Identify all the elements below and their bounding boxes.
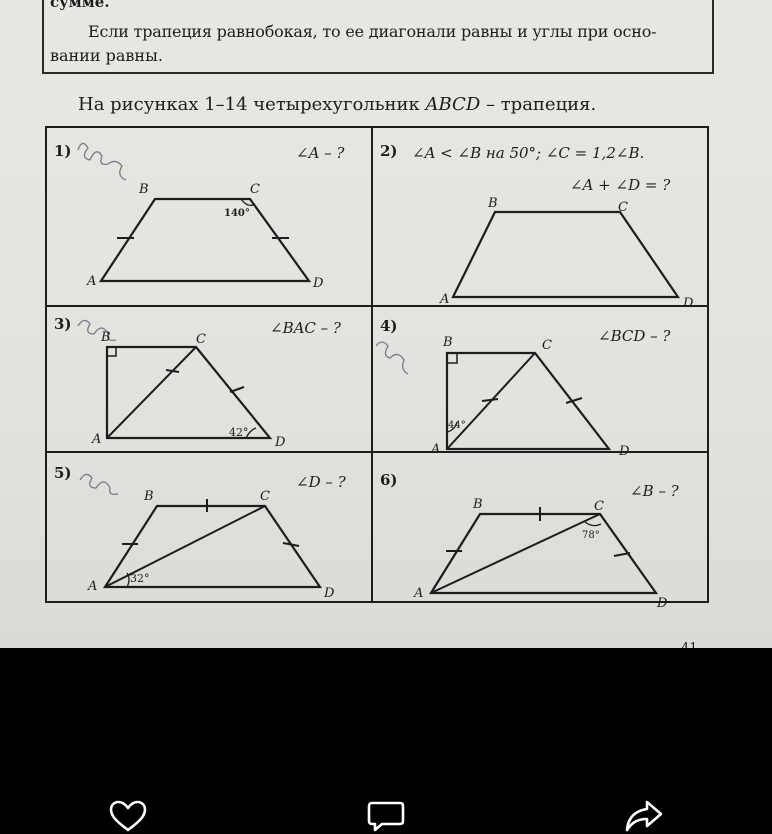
trapezoid-3 (107, 347, 270, 438)
problem-1-number: 1) (54, 142, 72, 160)
vertex-label-d: D (683, 296, 694, 311)
problem-3-number: 3) (54, 315, 72, 333)
vertex-label-d: D (324, 586, 335, 601)
vertex-label-a: A (431, 442, 441, 457)
vertex-label-c: C (594, 499, 604, 514)
rule-line-1: Если трапеция равнобокая, то ее диагонали равны и углы при осно- (88, 22, 657, 41)
diagonal-ac (447, 353, 535, 449)
vertex-label-d: D (313, 276, 324, 291)
problem-2-question-2: ∠A + ∠D = ? (570, 176, 671, 194)
handwritten-notes (78, 143, 408, 494)
problem-3-question: ∠BAC – ? (270, 319, 341, 337)
vertex-label-b: B (144, 489, 154, 504)
vertex-label-a: A (87, 274, 97, 289)
problem-1 (54, 142, 345, 291)
problem-2-question: ∠A < ∠B на 50°; ∠C = 1,2∠B. (412, 144, 645, 162)
rule-fragment: сумме. (50, 0, 110, 11)
vertex-label-b: B (443, 335, 453, 350)
share-icon (624, 799, 664, 833)
diagonal-ac (107, 347, 196, 438)
trapezoid-1 (101, 199, 309, 281)
share-button[interactable] (622, 798, 666, 834)
trapezoid-2 (453, 212, 678, 297)
comment-icon (366, 799, 406, 833)
problem-6-number: 6) (380, 471, 398, 489)
problem-1-angle: 140° (224, 208, 250, 219)
vertex-label-b: B (473, 497, 483, 512)
problem-6 (380, 471, 680, 611)
vertex-label-d: D (619, 444, 630, 459)
problem-3-angle: 42° (229, 426, 249, 439)
problem-4-number: 4) (380, 317, 398, 335)
vertex-label-a: A (88, 579, 98, 594)
heart-icon (108, 799, 148, 833)
problem-5-number: 5) (54, 464, 72, 482)
vertex-label-a: A (414, 586, 424, 601)
vertex-label-d: D (657, 596, 668, 611)
comment-button[interactable] (364, 798, 408, 834)
task-heading: На рисунках 1–14 четырехугольник ABCD – трапеция. (78, 94, 597, 115)
vertex-label-d: D (275, 435, 286, 450)
vertex-label-b: B (488, 196, 498, 211)
problem-2-number: 2) (380, 142, 398, 160)
diagonal-ac (105, 506, 265, 587)
table-frame (46, 127, 708, 602)
problem-1-question: ∠A – ? (296, 144, 345, 162)
problem-4 (380, 317, 671, 459)
rule-line-2: вании равны. (50, 46, 163, 65)
vertex-label-b: B (101, 330, 111, 345)
vertex-label-a: A (440, 292, 450, 307)
vertex-label-c: C (250, 182, 260, 197)
vertex-label-c: C (618, 200, 628, 215)
vertex-label-c: C (260, 489, 270, 504)
vertex-label-b: B (139, 182, 149, 197)
problem-4-question: ∠BCD – ? (598, 327, 671, 345)
action-bar (0, 648, 772, 827)
problem-3 (54, 315, 342, 450)
problem-4-angle: 44° (448, 420, 466, 431)
problem-5-question: ∠D – ? (296, 473, 346, 491)
problem-6-question: ∠B – ? (630, 482, 679, 500)
vertex-label-c: C (196, 332, 206, 347)
trapezoid-4 (447, 353, 609, 449)
like-button[interactable] (106, 798, 150, 834)
problem-6-angle: 78° (582, 530, 600, 541)
problem-2 (380, 142, 694, 311)
vertex-label-a: A (92, 432, 102, 447)
vertex-label-c: C (542, 338, 552, 353)
problem-5-angle: 32° (130, 572, 150, 585)
